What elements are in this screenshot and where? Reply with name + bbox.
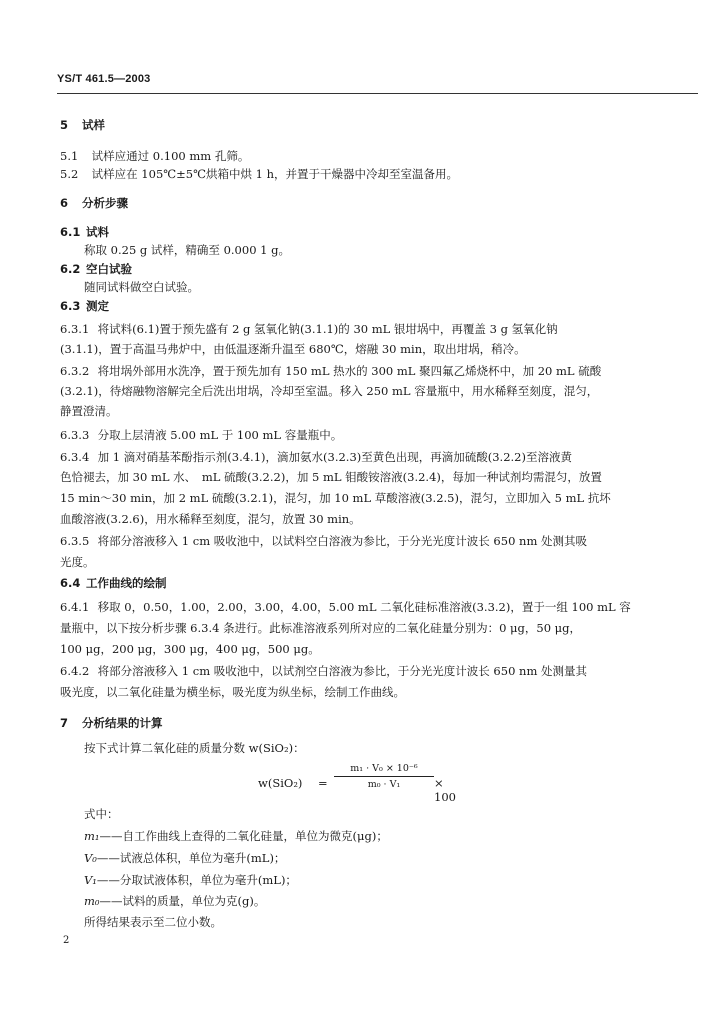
formula-numerator: m₁ · V₀ × 10⁻⁶ xyxy=(350,763,418,774)
fraction-bar xyxy=(334,776,434,777)
clause-text: 将坩埚外部用水洗净，置于预先加有 150 mL 热水的 300 mL 聚四氟乙烯烧杯中，加 20 mL 硫酸 xyxy=(97,364,602,378)
clause-text: 将部分溶液移入 1 cm 吸收池中，以试料空白溶液为参比，于分光光度计波长 650 nm 处测其吸 xyxy=(97,534,588,548)
clause-number: 6.3.1 xyxy=(60,322,90,336)
definition-symbol: m₀ xyxy=(84,894,100,908)
subsection-number: 6.4 xyxy=(60,576,81,590)
subsection-title: 测定 xyxy=(86,299,110,313)
clause-text: 加 1 滴对硝基苯酚指示剂(3.4.1)，滴加氨水(3.2.3)至黄色出现，再滴加硫酸(3.2.2)至溶液黄 xyxy=(97,450,572,464)
clause-number: 6.3.2 xyxy=(60,364,90,378)
clause-text: 试样应在 105℃±5℃烘箱中烘 1 h，并置于干燥器中冷却至室温备用。 xyxy=(91,167,458,181)
subsection-title: 试料 xyxy=(86,225,110,239)
clause-6-4-1-line-2: 量瓶中，以下按分析步骤 6.3.4 条进行。此标准溶液系列所对应的二氧化硅量分别为：0 μg，50 μg， xyxy=(60,621,581,635)
subsection-6-3-heading xyxy=(60,299,700,313)
section-6-heading xyxy=(60,196,700,210)
definition-m1 xyxy=(84,829,694,843)
subsection-6-2-text: 随同试料做空白试验。 xyxy=(84,280,199,294)
clause-number: 5.2 xyxy=(60,167,79,181)
subsection-6-2-heading xyxy=(60,262,700,276)
definition-m0 xyxy=(84,894,694,908)
section-title: 试样 xyxy=(82,118,105,132)
clause-text: 将部分溶液移入 1 cm 吸收池中，以试剂空白溶液为参比，于分光光度计波长 650 nm 处测量其 xyxy=(97,664,588,678)
section-5-heading xyxy=(60,118,700,132)
subsection-6-1-heading xyxy=(60,225,700,239)
silica-formula xyxy=(258,763,458,803)
subsection-number: 6.2 xyxy=(60,262,81,276)
formula-lhs: w(SiO₂) xyxy=(258,776,303,790)
standard-id: YS/T 461.5—2003 xyxy=(57,73,151,85)
section-title: 分析结果的计算 xyxy=(82,716,163,730)
clause-6-3-2-line-1 xyxy=(60,364,700,378)
clause-6-3-2-line-3: 静置澄清。 xyxy=(60,404,118,418)
clause-6-4-1-line-1 xyxy=(60,600,700,614)
clause-6-4-2-line-2: 吸光度，以二氧化硅量为横坐标，吸光度为纵坐标，绘制工作曲线。 xyxy=(60,685,405,699)
clause-6-3-5-line-2: 光度。 xyxy=(60,555,95,569)
clause-6-4-1-line-3: 100 μg，200 μg，300 μg，400 μg，500 μg。 xyxy=(60,642,320,656)
section-number: 5 xyxy=(60,118,69,132)
section-title: 分析步骤 xyxy=(82,196,128,210)
clause-number: 5.1 xyxy=(60,149,79,163)
subsection-6-1-text: 称取 0.25 g 试样，精确至 0.000 1 g。 xyxy=(84,243,290,257)
section-7-heading xyxy=(60,716,700,730)
subsection-title: 空白试验 xyxy=(86,262,133,276)
clause-6-3-2-line-2: (3.2.1)，待熔融物溶解完全后洗出坩埚，冷却至室温。移入 250 mL 容量瓶中，用水稀释至刻度，混匀， xyxy=(60,384,599,398)
clause-number: 6.3.4 xyxy=(60,450,90,464)
clause-text: 试样应通过 0.100 mm 孔筛。 xyxy=(91,149,250,163)
clause-5-1 xyxy=(60,149,700,163)
clause-6-3-4-line-4: 血酸溶液(3.2.6)，用水稀释至刻度，混匀，放置 30 min。 xyxy=(60,512,361,526)
clause-number: 6.3.5 xyxy=(60,534,90,548)
section-number: 6 xyxy=(60,196,69,210)
calculation-intro: 按下式计算二氧化硅的质量分数 w(SiO₂)： xyxy=(84,741,305,755)
subsection-title: 工作曲线的绘制 xyxy=(86,576,167,590)
formula-where: 式中： xyxy=(84,807,119,821)
definition-symbol: m₁ xyxy=(84,829,100,843)
formula-multiplier: × 100 xyxy=(434,776,456,804)
formula-denominator: m₀ · V₁ xyxy=(367,779,401,790)
definition-text: ——自工作曲线上查得的二氧化硅量，单位为微克(μg)； xyxy=(99,829,388,843)
clause-5-2 xyxy=(60,167,700,181)
clause-6-3-1-line-1 xyxy=(60,322,700,336)
clause-6-3-4-line-2: 色恰褪去，加 30 mL 水、 mL 硫酸(3.2.2)，加 5 mL 钼酸铵溶液(3.2.4)，每加一种试剂均需混匀，放置 xyxy=(60,470,602,484)
header-rule xyxy=(57,93,698,94)
clause-number: 6.4.2 xyxy=(60,664,90,678)
section-number: 7 xyxy=(60,716,69,730)
clause-number: 6.4.1 xyxy=(60,600,90,614)
definition-v1 xyxy=(84,873,694,887)
page-number: 2 xyxy=(63,935,70,946)
clause-text: 分取上层清液 5.00 mL 于 100 mL 容量瓶中。 xyxy=(97,428,343,442)
clause-6-3-3 xyxy=(60,428,700,442)
definition-text: ——分取试液体积，单位为毫升(mL)； xyxy=(96,873,297,887)
definition-symbol: V₁ xyxy=(84,873,97,887)
clause-6-3-1-line-2: (3.1.1)，置于高温马弗炉中，由低温逐渐升温至 680℃，熔融 30 min，取出坩埚，稍冷。 xyxy=(60,342,526,356)
formula-fraction xyxy=(334,763,434,790)
result-precision-note: 所得结果表示至二位小数。 xyxy=(84,915,222,929)
clause-number: 6.3.3 xyxy=(60,428,90,442)
clause-text: 移取 0，0.50，1.00，2.00，3.00，4.00，5.00 mL 二氧化硅标准溶液(3.3.2)，置于一组 100 mL 容 xyxy=(97,600,631,614)
formula-equals: = xyxy=(318,776,328,790)
definition-text: ——试液总体积，单位为毫升(mL)； xyxy=(96,851,286,865)
clause-text: 将试料(6.1)置于预先盛有 2 g 氢氧化钠(3.1.1)的 30 mL 银坩埚中，再覆盖 3 g 氢氧化钠 xyxy=(97,322,558,336)
definition-symbol: V₀ xyxy=(84,851,97,865)
clause-6-3-4-line-3: 15 min～30 min，加 2 mL 硫酸(3.2.1)，混匀，加 10 mL 草酸溶液(3.2.5)，混匀，立即加入 5 mL 抗坏 xyxy=(60,491,611,505)
subsection-6-4-heading xyxy=(60,576,700,590)
definition-text: ——试料的质量，单位为克(g)。 xyxy=(99,894,266,908)
definition-v0 xyxy=(84,851,694,865)
clause-6-4-2-line-1 xyxy=(60,664,700,678)
subsection-number: 6.3 xyxy=(60,299,81,313)
clause-6-3-4-line-1 xyxy=(60,450,700,464)
clause-6-3-5-line-1 xyxy=(60,534,700,548)
subsection-number: 6.1 xyxy=(60,225,81,239)
